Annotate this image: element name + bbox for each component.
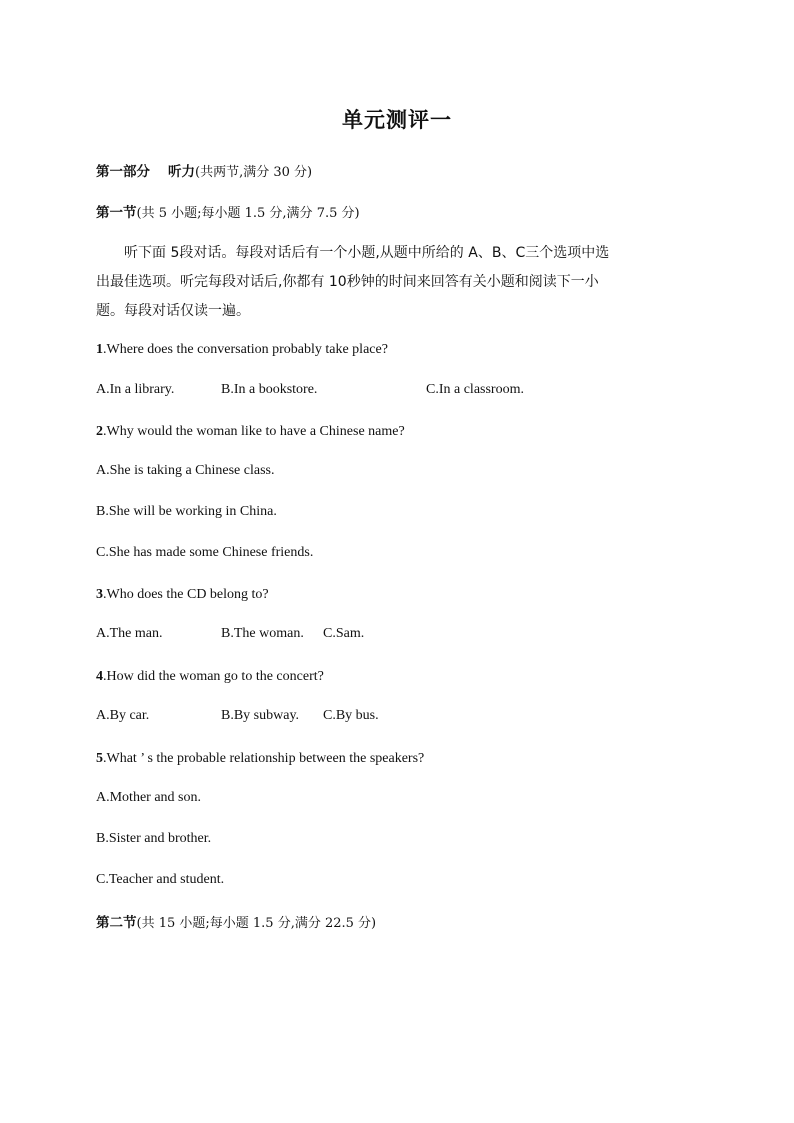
option-2b: B.She will be working in China. [96,504,277,519]
option-2a: A.She is taking a Chinese class. [96,463,275,478]
question-number: 3 [96,587,103,602]
question-text: .Where does the conversation probably take place? [103,342,388,357]
question-4 [96,667,324,687]
question-number: 4 [96,669,103,684]
section2-meta: (共 15 小题;每小题 1.5 分,满分 22.5 分) [136,916,377,931]
option-3c: C.Sam. [323,626,365,641]
question-text: .Who does the CD belong to? [103,587,269,602]
option-5b: B.Sister and brother. [96,831,212,846]
instructions-line: 听下面 5段对话。每段对话后有一个小题,从题中所给的 A、B、C三个选项中选 [124,245,610,261]
instructions-line: 出最佳选项。听完每段对话后,你都有 10秒钟的时间来回答有关小题和阅读下一小 [96,274,599,290]
option-2c: C.She has made some Chinese friends. [96,545,314,560]
part1-label: 第一部分 [96,164,150,180]
section1-heading [96,203,360,224]
question-1 [96,340,388,360]
option-3a: A.The man. [96,626,163,641]
option-1a: A.In a library. [96,382,175,397]
option-4c: C.By bus. [323,708,379,723]
part1-heading [96,162,312,183]
question-5 [96,749,424,769]
option-5c: C.Teacher and student. [96,872,225,887]
instructions-line: 题。每段对话仅读一遍。 [96,303,250,319]
option-3b: B.The woman. [221,626,304,641]
question-text: .Why would the woman like to have a Chinese name? [103,424,405,439]
option-1b: B.In a bookstore. [221,382,318,397]
part1-meta: (共两节,满分 30 分) [195,165,313,180]
section1-label: 第一节 [96,205,137,221]
option-4a: A.By car. [96,708,150,723]
question-text: .How did the woman go to the concert? [103,669,324,684]
instructions-paragraph [96,239,696,326]
option-1c: C.In a classroom. [426,382,524,397]
question-number: 5 [96,751,103,766]
page-title: 单元测评一 [342,108,452,132]
question-number: 2 [96,424,103,439]
section2-heading [96,913,376,934]
option-4b: B.By subway. [221,708,300,723]
section2-label: 第二节 [96,915,137,931]
part1-name: 听力 [168,164,195,180]
question-3 [96,585,269,605]
question-text: .What ’ s the probable relationship between the speakers? [103,751,425,766]
question-number: 1 [96,342,103,357]
question-2 [96,422,405,442]
section1-meta: (共 5 小题;每小题 1.5 分,满分 7.5 分) [136,206,360,221]
option-5a: A.Mother and son. [96,790,201,805]
